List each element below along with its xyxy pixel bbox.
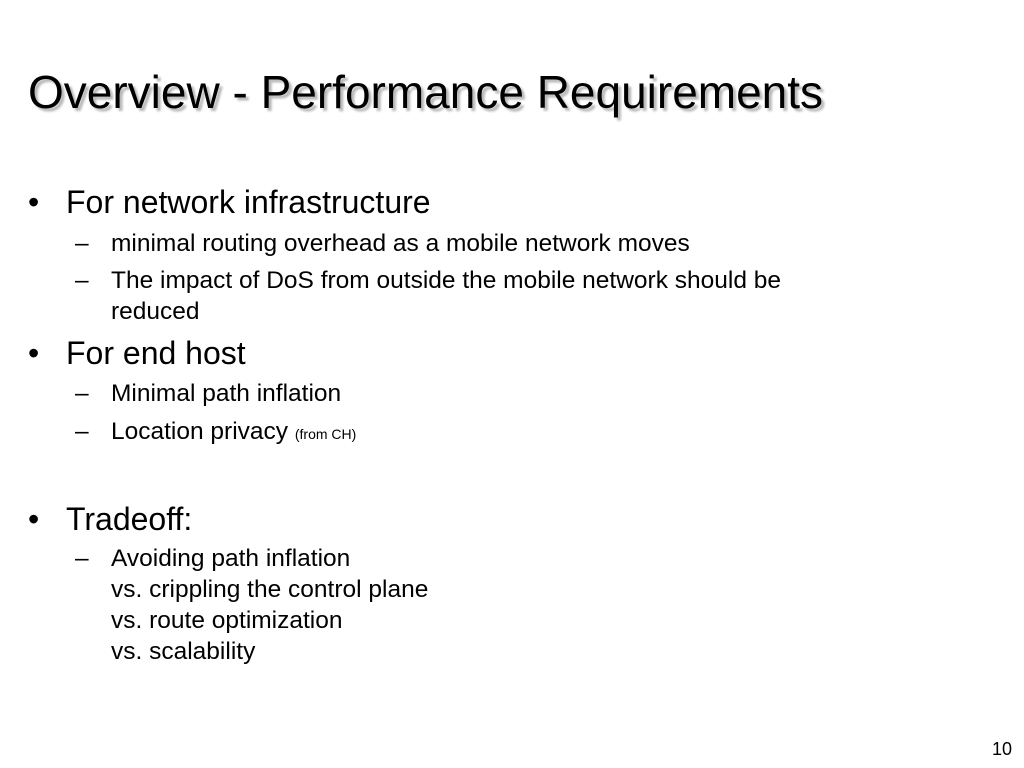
sub-item-text: Location privacy (111, 418, 289, 445)
sub-item-text-line-4: vs. scalability (111, 638, 256, 665)
bullet-heading: For network infrastructure (66, 184, 431, 220)
sub-item-text-line-2: reduced (111, 298, 200, 325)
bullet-heading: For end host (66, 335, 246, 371)
sub-item-text-wrapper (111, 416, 356, 450)
bullet-icon: • (28, 335, 40, 371)
sub-item-text-line-1: The impact of DoS from outside the mobile network should be (111, 267, 782, 294)
bullet-icon: • (28, 184, 40, 220)
sub-item-text-line-3: vs. route optimization (111, 607, 343, 634)
sub-item-text: Minimal path inflation (111, 380, 342, 407)
bullet-heading: Tradeoff: (66, 501, 193, 537)
bullet-icon: • (28, 501, 40, 537)
dash-icon: – (75, 267, 89, 294)
slide-title: Overview - Performance Requirements (28, 66, 824, 118)
dash-icon: – (75, 418, 89, 445)
sub-item-text-line-1: Avoiding path inflation (111, 545, 351, 572)
sub-item-text-line-2: vs. crippling the control plane (111, 576, 429, 603)
sub-item-note: (from CH) (294, 426, 357, 442)
dash-icon: – (75, 230, 89, 257)
page-number: 10 (991, 739, 1012, 759)
dash-icon: – (75, 380, 89, 407)
dash-icon: – (75, 545, 89, 572)
sub-item-text: minimal routing overhead as a mobile network moves (111, 230, 690, 257)
